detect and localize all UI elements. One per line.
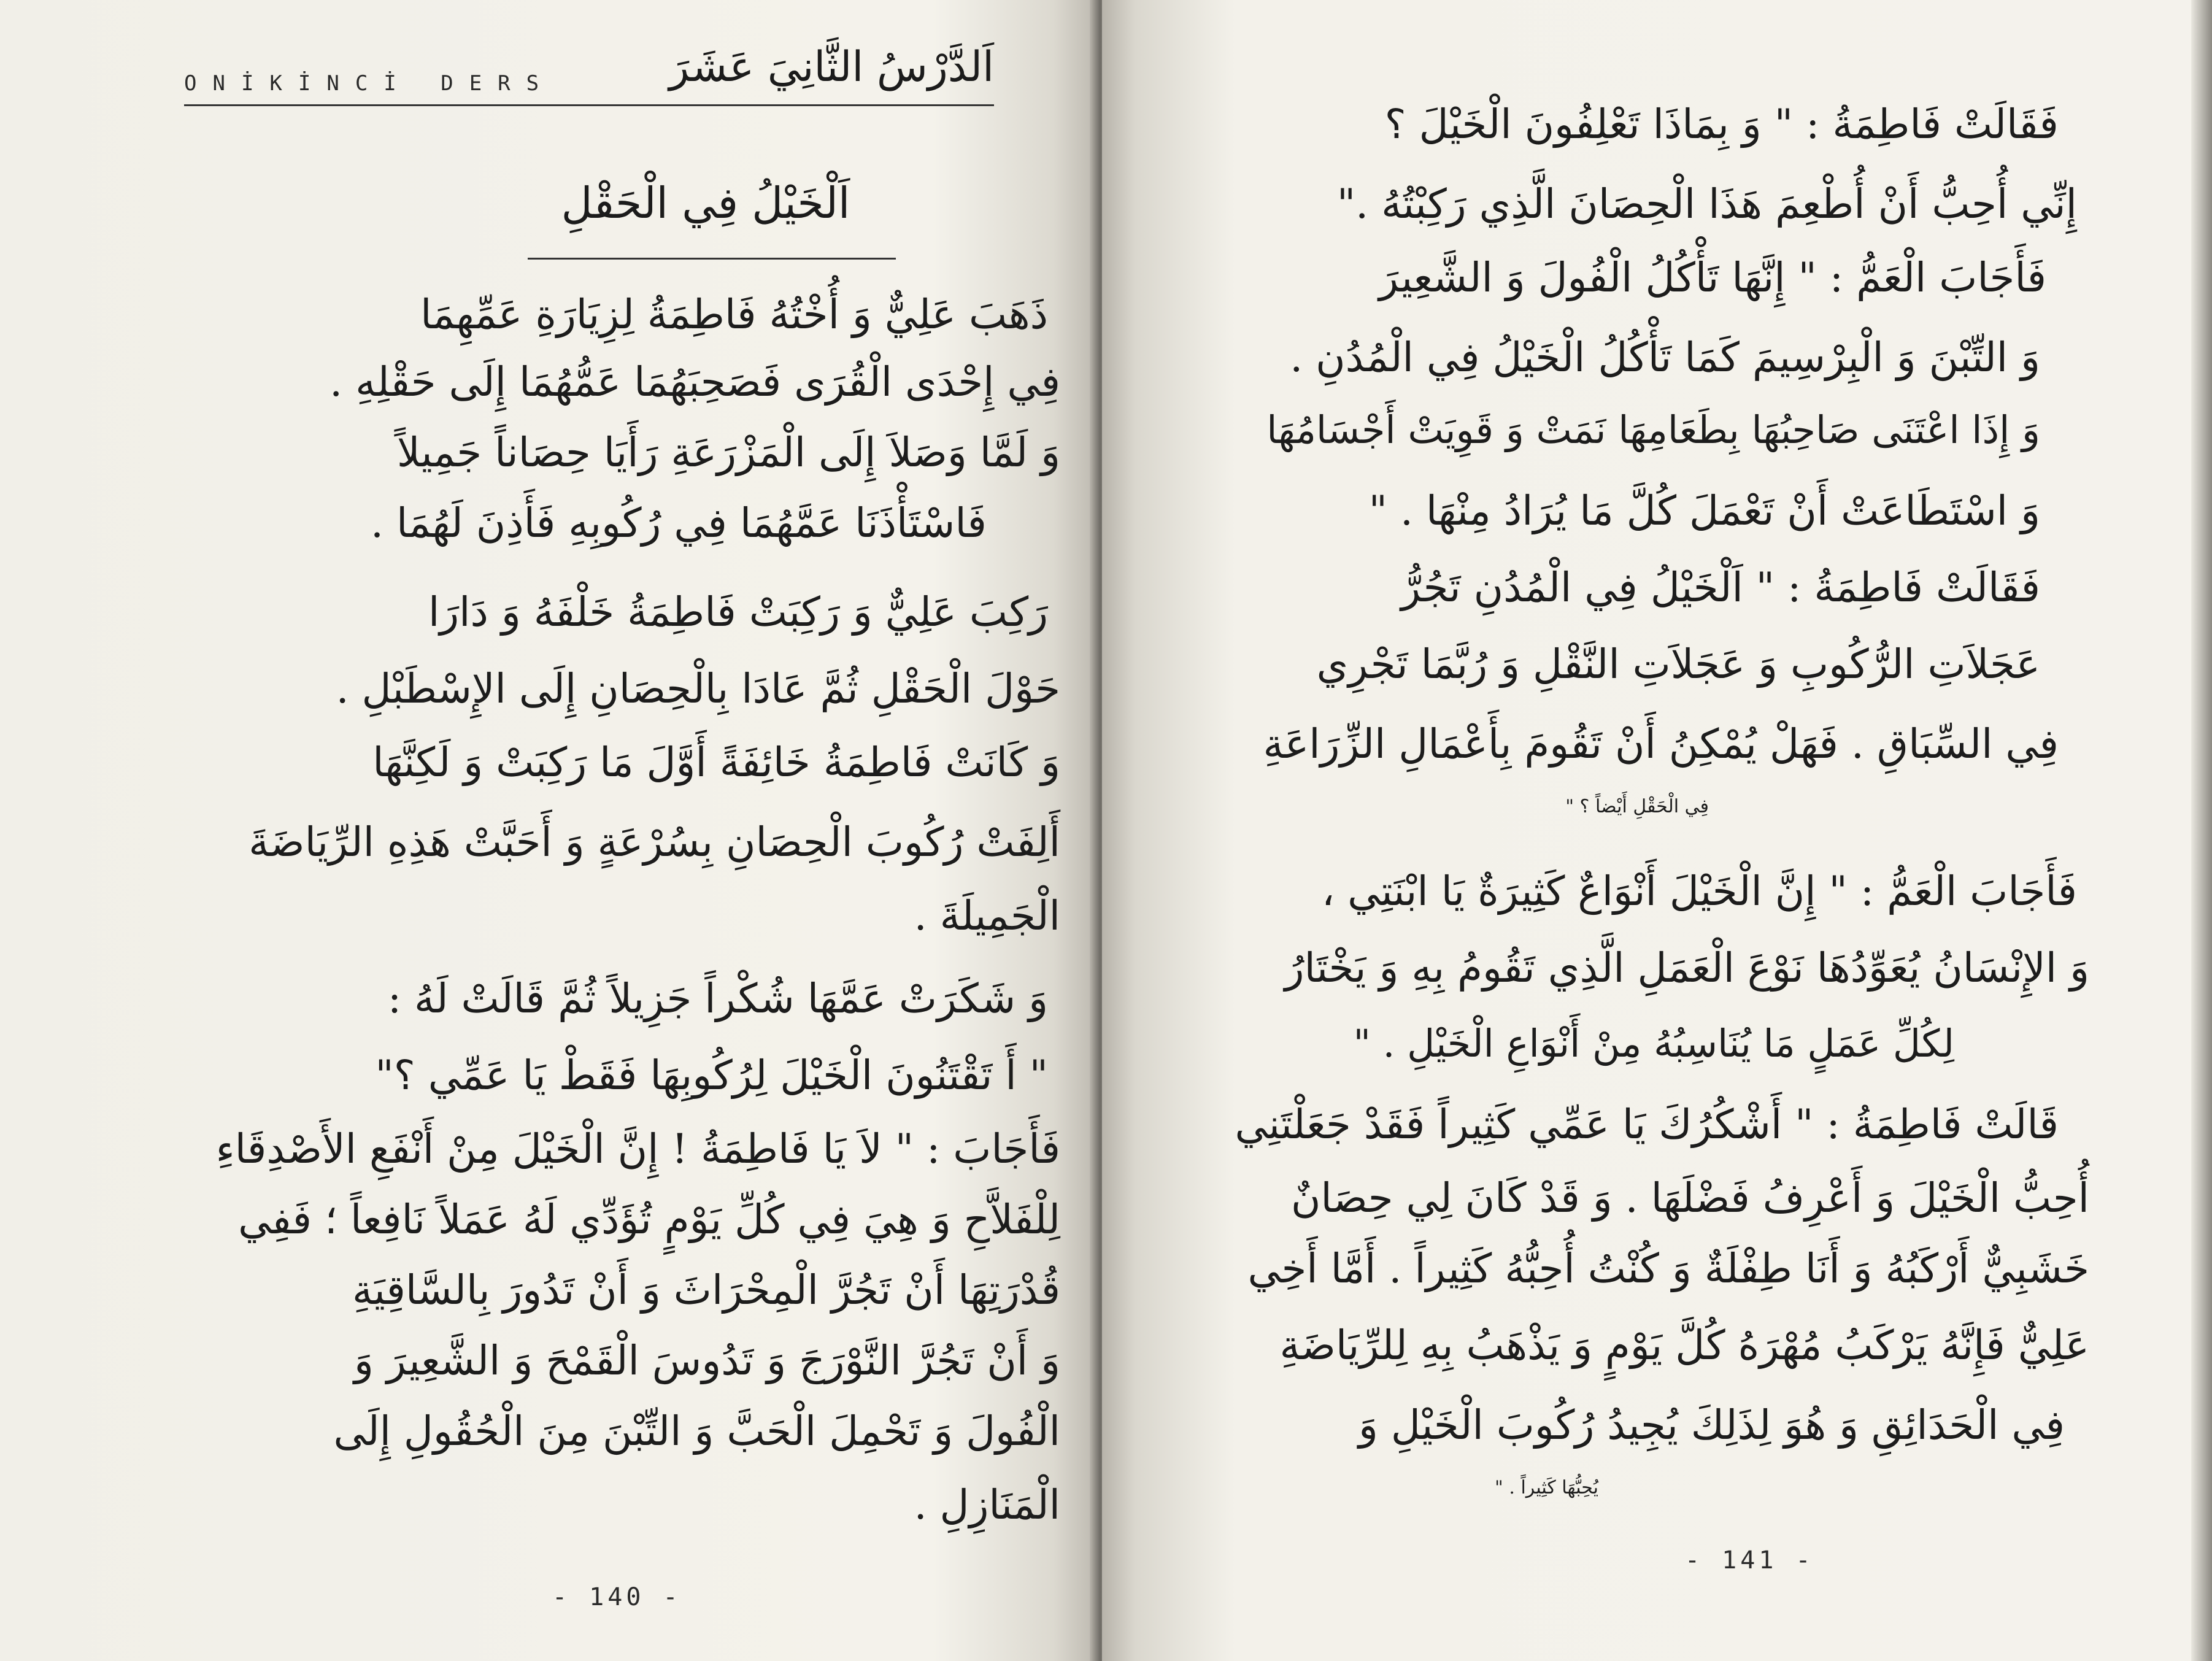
text-line: وَ إِذَا اعْتَنَى صَاحِبُهَا بِطَعَامِهَا نَمَتْ وَ قَوِيَتْ أَجْسَامُهَا: [1266, 407, 2040, 452]
text-line: خَشَبِيٌّ أَرْكَبُهُ وَ أَنَا طِفْلَةٌ وَ كُنْتُ أُحِبُّهُ كَثِيراً . أَمَّا أَخِي: [1247, 1245, 2089, 1292]
text-line: وَ الإِنْسَانُ يُعَوِّدُهَا نَوْعَ الْعَمَلِ الَّذِي تَقُومُ بِهِ وَ يَخْتَارُ: [1284, 944, 2089, 992]
text-line: أُحِبُّ الْخَيْلَ وَ أَعْرِفُ فَضْلَهَا . وَ قَدْ كَانَ لِي حِصَانٌ: [1290, 1174, 2089, 1222]
text-line: ذَهَبَ عَلِيٌّ وَ أُخْتُهُ فَاطِمَةُ لِزِيَارَةِ عَمِّهِمَا: [420, 291, 1048, 338]
text-line: وَ لَمَّا وَصَلاَ إِلَى الْمَزْرَعَةِ رَأَيَا حِصَاناً جَمِيلاً: [396, 429, 1060, 476]
text-line: " أَ تَقْتَنُونَ الْخَيْلَ لِرُكُوبِهَا فَقَطْ يَا عَمِّي ؟": [375, 1052, 1048, 1099]
text-line: فَقَالَتْ فَاطِمَةُ : " وَ بِمَاذَا تَعْلِفُونَ الْخَيْلَ ؟: [1384, 101, 2059, 148]
text-line: فَاسْتَأْذَنَا عَمَّهُمَا فِي رُكُوبِهِ فَأَذِنَ لَهُمَا .: [371, 499, 987, 547]
text-line: وَ كَانَتْ فَاطِمَةُ خَائِفَةً أَوَّلَ مَا رَكِبَتْ وَ لَكِنَّهَا: [372, 739, 1060, 786]
text-line: لِكُلِّ عَمَلٍ مَا يُنَاسِبُهُ مِنْ أَنْوَاعِ الْخَيْلِ . ": [1353, 1021, 1954, 1066]
right-page: [1102, 0, 2212, 1661]
text-line: فِي السِّبَاقِ . فَهَلْ يُمْكِنُ أَنْ تَقُومَ بِأَعْمَالِ الزِّرَاعَةِ: [1263, 720, 2059, 768]
text-line: حَوْلَ الْحَقْلِ ثُمَّ عَادَا بِالْحِصَانِ إِلَى الإِسْطَبْلِ .: [336, 665, 1060, 712]
text-line: فَأَجَابَ : " لاَ يَا فَاطِمَةُ ! إِنَّ الْخَيْلَ مِنْ أَنْفَعِ الأَصْدِقَاءِ: [215, 1125, 1060, 1173]
left-page: [0, 0, 1097, 1661]
text-line: رَكِبَ عَلِيٌّ وَ رَكِبَتْ فَاطِمَةُ خَلْفَهُ وَ دَارَا: [428, 588, 1048, 636]
text-line: يُحِبُّهَا كَثِيراً . ": [1495, 1477, 1598, 1498]
text-line: فِي الْحَقْلِ أَيْضاً ؟ ": [1565, 796, 1709, 817]
text-line: الْفُولَ وَ تَحْمِلَ الْحَبَّ وَ التِّبْنَ مِنَ الْحُقُولِ إِلَى: [333, 1408, 1060, 1455]
text-line: لِلْفَلاَّحِ وَ هِيَ فِي كُلِّ يَوْمٍ تُؤَدِّي لَهُ عَمَلاً نَافِعاً ؛ فَفِي: [238, 1196, 1060, 1243]
lesson-header: [184, 43, 994, 110]
page-edge-shadow: [2191, 0, 2212, 1661]
text-line: وَ أَنْ تَجُرَّ النَّوْرَجَ وَ تَدُوسَ الْقَمْحَ وَ الشَّعِيرَ وَ: [354, 1337, 1060, 1384]
lesson-header-arabic: اَلدَّرْسُ الثَّانِيَ عَشَرَ: [669, 43, 994, 91]
text-line: وَ التِّبْنَ وَ الْبِرْسِيمَ كَمَا تَأْكُلُ الْخَيْلُ فِي الْمُدُنِ .: [1290, 334, 2040, 381]
text-line: فَأَجَابَ الْعَمُّ : " إِنَّ الْخَيْلَ أَنْوَاعٌ كَثِيرَةٌ يَا ابْنَتِي ،: [1321, 868, 2077, 915]
text-line: فَقَالَتْ فَاطِمَةُ : " اَلْخَيْلُ فِي الْمُدُنِ تَجُرُّ: [1401, 564, 2040, 611]
text-line: إِنِّي أُحِبُّ أَنْ أُطْعِمَ هَذَا الْحِصَانَ الَّذِي رَكِبْتُهُ .": [1336, 180, 2077, 228]
page-number-left: - 140 -: [552, 1583, 682, 1611]
text-line: عَجَلاَتِ الرُّكُوبِ وَ عَجَلاَتِ النَّقْلِ وَ رُبَّمَا تَجْرِي: [1316, 641, 2040, 688]
text-line: فِي إِحْدَى الْقُرَى فَصَحِبَهُمَا عَمُّهُمَا إِلَى حَقْلِهِ .: [329, 358, 1060, 406]
text-line: وَ شَكَرَتْ عَمَّهَا شُكْراً جَزِيلاً ثُمَّ قَالَتْ لَهُ :: [387, 975, 1048, 1022]
text-line: قُدْرَتِهَا أَنْ تَجُرَّ الْمِحْرَاثَ وَ أَنْ تَدُورَ بِالسَّاقِيَةِ: [352, 1266, 1060, 1314]
lesson-header-latin: ONİKİNCİ DERS: [184, 71, 555, 96]
text-line: عَلِيٌّ فَإِنَّهُ يَرْكَبُ مُهْرَهُ كُلَّ يَوْمٍ وَ يَذْهَبُ بِهِ لِلرِّيَاضَةِ: [1279, 1322, 2089, 1369]
page-number-right: - 141 -: [1685, 1546, 1814, 1574]
title-underline: [528, 258, 896, 260]
header-underline: [184, 104, 994, 106]
text-line: فِي الْحَدَائِقِ وَ هُوَ لِذَلِكَ يُجِيدُ رُكُوبَ الْخَيْلِ وَ: [1358, 1401, 2065, 1449]
text-line: وَ اسْتَطَاعَتْ أَنْ تَعْمَلَ كُلَّ مَا يُرَادُ مِنْهَا . ": [1368, 487, 2040, 534]
text-line: الْجَمِيلَةَ .: [914, 892, 1060, 939]
text-line: قَالَتْ فَاطِمَةُ : " أَشْكُرُكَ يَا عَمِّي كَثِيراً فَقَدْ جَعَلْتَنِي: [1235, 1101, 2059, 1148]
text-line: أَلِفَتْ رُكُوبَ الْحِصَانِ بِسُرْعَةٍ وَ أَحَبَّتْ هَذِهِ الرِّيَاضَةَ: [249, 819, 1060, 866]
lesson-title: اَلْخَيْلُ فِي الْحَقْلِ: [561, 178, 850, 228]
text-line: فَأَجَابَ الْعَمُّ : " إِنَّهَا تَأْكُلُ الْفُولَ وَ الشَّعِيرَ: [1379, 254, 2046, 301]
text-line: الْمَنَازِلِ .: [914, 1481, 1060, 1528]
